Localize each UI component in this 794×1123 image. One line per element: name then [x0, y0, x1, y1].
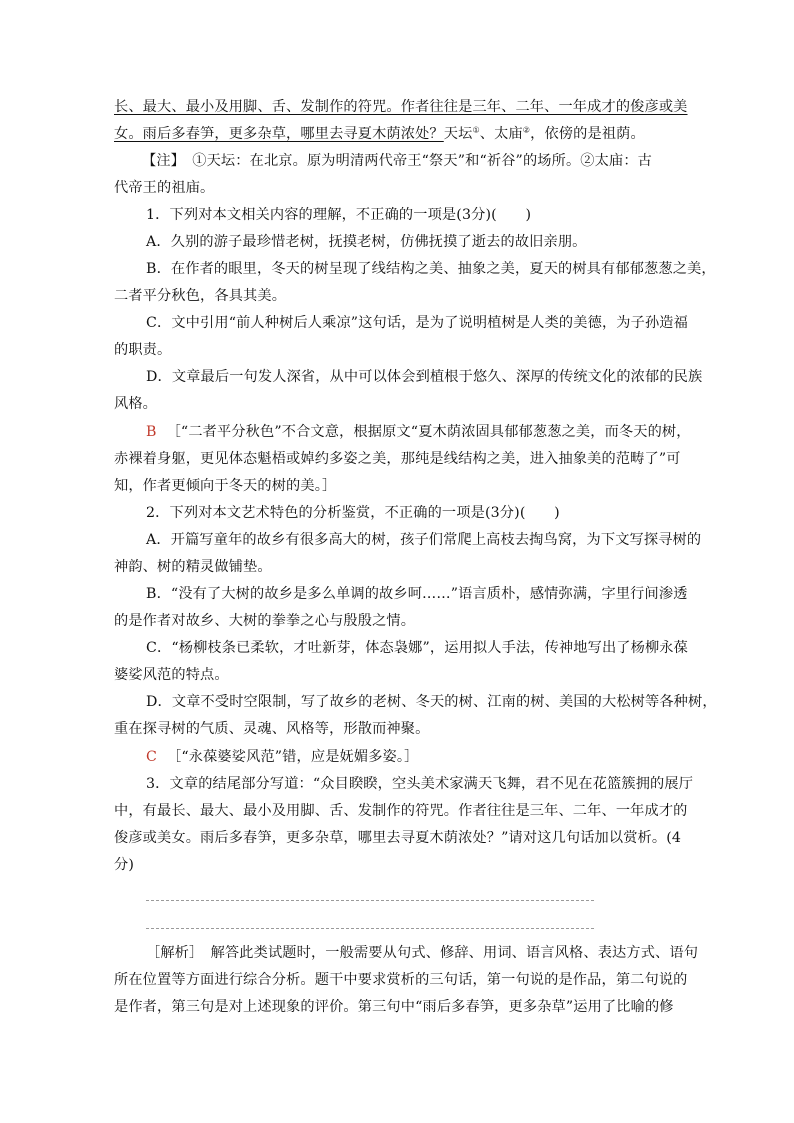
q2-option-c-line-2: 婆娑风范的特点。 — [114, 667, 229, 683]
q1-explanation-text: ［“二者平分秋色”不合文意，根据原文“夏木荫浓固具郁郁葱葱之美，而冬天的树， — [166, 424, 691, 440]
passage-text-taimiao: 、太庙 — [479, 126, 523, 142]
footnote-mark-2: ② — [522, 125, 531, 135]
q2-explanation-line-1 — [146, 747, 418, 767]
q1-option-d-line-1: D．文章最后一句发人深省，从中可以体会到植根于悠久、深厚的传统文化的浓郁的民族 — [146, 369, 703, 385]
q2-option-d-line-2: 重在探寻树的气质、灵魂、风格等，形散而神聚。 — [114, 721, 430, 737]
note-line-1: 【注】 ①天坛：在北京。原为明清两代帝王“祭天”和“祈谷”的场所。②太庙：古 — [142, 153, 652, 169]
analysis-line-2: 所在位置等方面进行综合分析。题干中要求赏析的三句话，第一句说的是作品，第二句说的 — [114, 972, 688, 988]
q3-stem-line-2: 中，有最长、最大、最小及用脚、舌、发制作的符咒。作者往往是三年、二年、一年成才的 — [114, 803, 688, 819]
q1-option-b-line-2: 二者平分秋色，各具其美。 — [114, 288, 287, 304]
q1-option-c-line-2: 的职责。 — [114, 342, 172, 358]
q2-stem: 2．下列对本文艺术特色的分析鉴赏，不正确的一项是(3分)( ) — [146, 505, 560, 521]
analysis-line-3: 是作者，第三句是对上述现象的评价。第三句中“雨后多春笋，更多杂草”运用了比喻的修 — [114, 999, 674, 1015]
passage-line-2 — [114, 124, 645, 144]
q1-explanation-line-2: 赤裸着身躯，更见体态魁梧或婥约多姿之美，那纯是线结构之美，进入抽象美的范畴了”可 — [114, 451, 681, 467]
q2-option-d-line-1: D．文章不受时空限制，写了故乡的老树、冬天的树、江南的树、美国的大松树等各种树， — [146, 694, 717, 710]
q2-explanation-text: ［“永葆婆娑风范”错，应是妩媚多姿。］ — [167, 749, 419, 765]
q2-option-a-line-1: A．开篇写童年的故乡有很多高大的树，孩子们常爬上高枝去掏鸟窝，为下文写探寻树的 — [146, 532, 702, 548]
q1-explanation-line-3: 知，作者更倾向于冬天的树的美。］ — [114, 478, 337, 494]
q1-explanation-line-1 — [146, 422, 691, 442]
answer-blank-line-2[interactable] — [146, 928, 594, 929]
passage-underlined-text: 女。雨后多春笋，更多杂草，哪里去寻夏木荫浓处？ — [114, 126, 444, 142]
q3-stem-line-4: 分) — [114, 857, 135, 873]
q2-answer: C — [146, 749, 158, 765]
q1-option-a: A．久别的游子最珍惜老树，抚摸老树，仿佛抚摸了逝去的故旧亲朋。 — [146, 234, 587, 250]
q1-option-b-line-1: B．在作者的眼里，冬天的树呈现了线结构之美、抽象之美，夏天的树具有郁郁葱葱之美， — [146, 261, 716, 277]
q2-option-b-line-2: 的是作者对故乡、大树的拳拳之心与殷殷之情。 — [114, 613, 416, 629]
passage-text-end: ，依傍的是祖荫。 — [530, 126, 645, 142]
q2-option-a-line-2: 神韵、树的精灵做铺垫。 — [114, 559, 272, 575]
q3-stem-line-3: 俊彦或美女。雨后多春笋，更多杂草，哪里去寻夏木荫浓处？”请对这几句话加以赏析。(4 — [114, 830, 682, 846]
answer-blank-line-1[interactable] — [146, 900, 594, 901]
q1-option-c-line-1: C．文中引用“前人种树后人乘凉”这句话，是为了说明植树是人类的美德，为子孙造福 — [146, 315, 688, 331]
note-line-2: 代帝王的祖庙。 — [114, 180, 215, 196]
passage-text-tiantan: 天坛 — [443, 126, 473, 142]
q1-answer: B — [146, 424, 157, 440]
passage-line-1: 长、最大、最小及用脚、舌、发制作的符咒。作者往往是三年、二年、一年成才的俊彦或美 — [114, 99, 688, 115]
q1-option-d-line-2: 风格。 — [114, 396, 158, 412]
q1-stem: 1．下列对本文相关内容的理解，不正确的一项是(3分)( ) — [146, 207, 532, 223]
analysis-line-1: ［解析］ 解答此类试题时，一般需要从句式、修辞、用词、语言风格、表达方式、语句 — [146, 945, 699, 961]
footnote-mark-1: ① — [472, 125, 480, 135]
q3-stem-line-1: 3．文章的结尾部分写道：“众目睽睽，空头美术家满天飞舞，君不见在花篮簇拥的展厅 — [146, 776, 694, 792]
q2-option-b-line-1: B．“没有了大树的故乡是多么单调的故乡呵……”语言质朴，感情弥满，字里行间渗透 — [146, 586, 688, 602]
q2-option-c-line-1: C．“杨柳枝条已柔软，才吐新芽，体态袅娜”，运用拟人手法，传神地写出了杨柳永葆 — [146, 640, 688, 656]
